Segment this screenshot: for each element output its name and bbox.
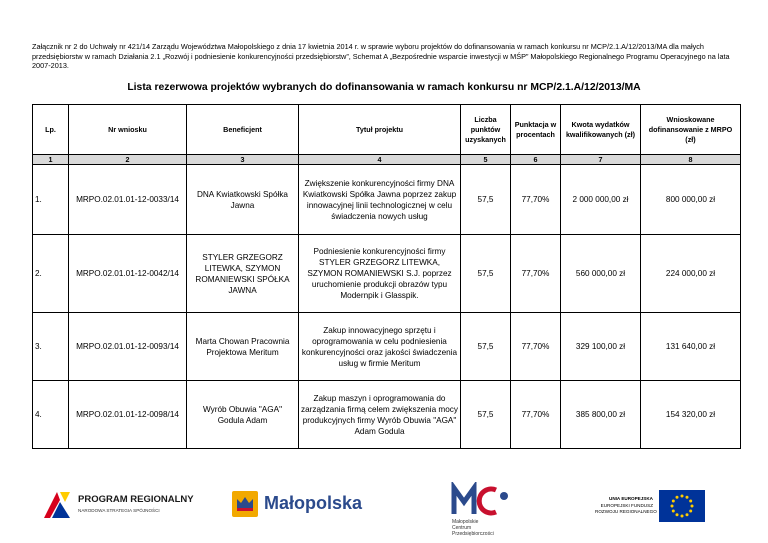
col-number: 8 <box>641 155 741 165</box>
header-dofinansowanie: Wnioskowane dofinansowanie z MRPO (zł) <box>641 105 741 155</box>
cell-lp: 1. <box>33 165 69 235</box>
col-number: 4 <box>299 155 461 165</box>
column-number-row <box>33 155 741 165</box>
cell-dofinansowanie: 131 640,00 zł <box>641 313 741 381</box>
cell-kwota: 560 000,00 zł <box>561 235 641 313</box>
eu-flag-icon <box>659 490 705 522</box>
table-row <box>33 381 741 449</box>
header-kwota: Kwota wydatków kwalifikowanych (zł) <box>561 105 641 155</box>
header-punkty: Liczba punktów uzyskanych <box>461 105 511 155</box>
cell-punkty: 57,5 <box>461 165 511 235</box>
cell-procent: 77,70% <box>511 313 561 381</box>
malopolska-wordmark: Małopolska <box>264 493 363 513</box>
cell-lp: 2. <box>33 235 69 313</box>
malopolska-logo <box>232 490 382 530</box>
cell-beneficjent: STYLER GRZEGORZ LITEWKA, SZYMON ROMANIEWSKI SPÓŁKA JAWNA <box>187 235 299 313</box>
col-number: 3 <box>187 155 299 165</box>
mcp-line3: Przedsiębiorczości <box>452 531 494 537</box>
cell-lp: 4. <box>33 381 69 449</box>
eu-line1: UNIA EUROPEJSKA <box>609 496 653 501</box>
cell-dofinansowanie: 800 000,00 zł <box>641 165 741 235</box>
cell-lp: 3. <box>33 313 69 381</box>
document-note: Załącznik nr 2 do Uchwały nr 421/14 Zarządu Województwa Małopolskiego z dnia 17 kwietnia 2014 r. w sprawie wyboru projektów do dofinansowania w ramach konkursu nr MCP/2.1.A/12/2013/MA dla małych przedsiębiorstw w ramach Działania 2.1 „Rozwój i podniesienie konkurencyjności przedsiębiorstw”, Schemat A „Bezpośrednie wsparcie inwestycji w MŚP” Małopolskiego Regionalnego Programu Operacyjnego na lata 2007-2013. <box>32 42 730 70</box>
eu-line3: ROZWOJU REGIONALNEGO <box>595 509 657 514</box>
table-row <box>33 235 741 313</box>
header-row <box>33 105 741 155</box>
cell-kwota: 329 100,00 zł <box>561 313 641 381</box>
cell-beneficjent: Marta Chowan Pracownia Projektowa Meritum <box>187 313 299 381</box>
mcp-line1: Małopolskie <box>452 519 479 525</box>
logo-footer <box>0 480 768 543</box>
cell-dofinansowanie: 154 320,00 zł <box>641 381 741 449</box>
document-title: Lista rezerwowa projektów wybranych do dofinansowania w ramach konkursu nr MCP/2.1.A/12/2013/MA <box>127 82 641 93</box>
header-procent: Punktacja w procentach <box>511 105 561 155</box>
mcp-line2: Centrum <box>452 525 472 531</box>
program-regionalny-title: PROGRAM REGIONALNY <box>78 494 194 505</box>
cell-nr-wniosku: MRPO.02.01.01-12-0098/14 <box>69 381 187 449</box>
cell-procent: 77,70% <box>511 165 561 235</box>
cell-tytul: Zakup maszyn i oprogramowania do zarządzania firmą celem zwiększenia mocy produkcyjnych firmy Wyrób Obuwia "AGA" Adam Godula <box>299 381 461 449</box>
cell-nr-wniosku: MRPO.02.01.01-12-0093/14 <box>69 313 187 381</box>
table-row <box>33 165 741 235</box>
header-tytul: Tytuł projektu <box>299 105 461 155</box>
cell-nr-wniosku: MRPO.02.01.01-12-0033/14 <box>69 165 187 235</box>
table-row <box>33 313 741 381</box>
cell-beneficjent: Wyrób Obuwia "AGA" Godula Adam <box>187 381 299 449</box>
header-lp: Lp. <box>33 105 69 155</box>
cell-beneficjent: DNA Kwiatkowski Spółka Jawna <box>187 165 299 235</box>
cell-tytul: Zakup innowacyjnego sprzętu i oprogramowania w celu podniesienia konkurencyjności oraz jakości świadczenia usług w firmie Meritum <box>299 313 461 381</box>
malopolska-crown-icon <box>232 491 258 517</box>
cell-kwota: 385 800,00 zł <box>561 381 641 449</box>
cell-tytul: Zwiększenie konkurencyjności firmy DNA Kwiatkowski Spółka Jawna poprzez zakup innowacyjnej linii technologicznej w celu świadczenia nowych usług <box>299 165 461 235</box>
cell-punkty: 57,5 <box>461 381 511 449</box>
cell-nr-wniosku: MRPO.02.01.01-12-0042/14 <box>69 235 187 313</box>
col-number: 5 <box>461 155 511 165</box>
col-number: 1 <box>33 155 69 165</box>
cell-procent: 77,70% <box>511 381 561 449</box>
col-number: 2 <box>69 155 187 165</box>
program-regionalny-emblem-icon <box>40 488 74 522</box>
header-beneficjent: Beneficjent <box>187 105 299 155</box>
eu-logo <box>595 488 710 530</box>
program-regionalny-logo <box>40 486 194 526</box>
col-number: 6 <box>511 155 561 165</box>
projects-table <box>32 104 741 449</box>
cell-punkty: 57,5 <box>461 313 511 381</box>
eu-line2: EUROPEJSKI FUNDUSZ <box>600 503 653 508</box>
cell-kwota: 2 000 000,00 zł <box>561 165 641 235</box>
header-nr-wniosku: Nr wniosku <box>69 105 187 155</box>
mcp-letters-icon <box>450 482 512 518</box>
program-regionalny-subtitle: NARODOWA STRATEGIA SPÓJNOŚCI <box>78 508 160 513</box>
mcp-logo <box>450 482 520 542</box>
col-number: 7 <box>561 155 641 165</box>
cell-punkty: 57,5 <box>461 235 511 313</box>
cell-dofinansowanie: 224 000,00 zł <box>641 235 741 313</box>
cell-procent: 77,70% <box>511 235 561 313</box>
cell-tytul: Podniesienie konkurencyjności firmy STYLER GRZEGORZ LITEWKA, SZYMON ROMANIEWSKI S.J. poprzez uruchomienie produkcji obrazów typu Modernpik i Glasspik. <box>299 235 461 313</box>
